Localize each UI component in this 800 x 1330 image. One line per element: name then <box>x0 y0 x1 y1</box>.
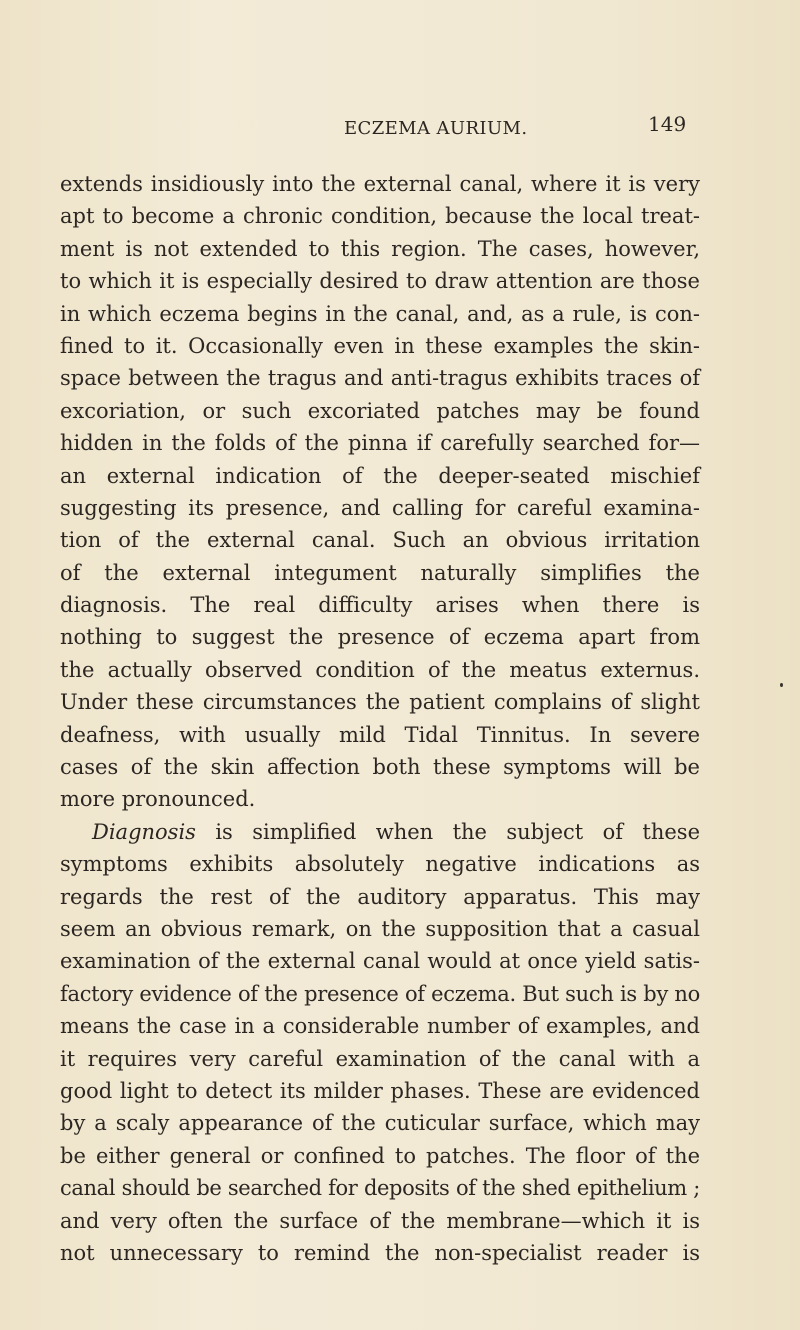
ink-speck <box>780 683 783 687</box>
text-line: excoriation, or such excoriated patches may be found <box>60 398 700 423</box>
text-fragment: is simplified when the subject of these <box>195 819 700 844</box>
text-line: and very often the surface of the membrane—which it is <box>60 1208 700 1233</box>
text-line: Under these circumstances the patient complains of slight <box>60 690 700 715</box>
text-line: seem an obvious remark, on the supposition that a casual <box>60 916 700 941</box>
text-line: extends insidiously into the external canal, where it is very <box>60 172 700 196</box>
text-line: to which it is especially desired to draw attention are those <box>60 269 700 294</box>
text-line: space between the tragus and anti-tragus exhibits traces of <box>60 366 700 391</box>
running-title: ECZEMA AURIUM. <box>344 118 528 139</box>
text-line: symptoms exhibits absolutely negative indications as <box>60 852 700 877</box>
text-line: good light to detect its milder phases. These are evidenced <box>60 1078 700 1103</box>
text-line: hidden in the folds of the pinna if carefully searched for— <box>60 431 700 456</box>
text-line: ment is not extended to this region. The cases, however, <box>60 236 700 261</box>
text-line: examination of the external canal would at once yield satis- <box>60 949 700 974</box>
text-line: it requires very careful examination of the canal with a <box>60 1046 700 1071</box>
diagnosis-heading: Diagnosis <box>92 819 196 844</box>
text-line: nothing to suggest the presence of eczema apart from <box>60 625 700 650</box>
text-line: an external indication of the deeper-seated mischief <box>60 463 700 488</box>
text-line: diagnosis. The real difficulty arises when there is <box>60 593 700 618</box>
paragraph-2-first-line <box>60 816 700 848</box>
text-line: apt to become a chronic condition, because the local treat- <box>60 204 700 229</box>
running-header <box>60 100 700 140</box>
text-line: more pronounced. <box>60 787 256 812</box>
text-line: of the external integument naturally simplifies the <box>60 560 700 585</box>
page-number: 149 <box>648 112 687 136</box>
text-line: factory evidence of the presence of eczema. But such is by no <box>60 981 700 1006</box>
text-line: fined to it. Occasionally even in these examples the skin- <box>60 333 700 358</box>
text-line: in which eczema begins in the canal, and, as a rule, is con- <box>60 301 700 326</box>
text-line: tion of the external canal. Such an obvious irritation <box>60 528 700 553</box>
body-text <box>60 168 700 1269</box>
text-line: the actually observed condition of the meatus externus. <box>60 657 700 682</box>
text-line: canal should be searched for deposits of the shed epithelium ; <box>60 1176 700 1201</box>
text-line: cases of the skin affection both these symptoms will be <box>60 755 700 780</box>
text-line: means the case in a considerable number of examples, and <box>60 1014 700 1039</box>
text-line: deafness, with usually mild Tidal Tinnitus. In severe <box>60 722 700 747</box>
text-line: by a scaly appearance of the cuticular surface, which may <box>60 1111 700 1136</box>
text-line: suggesting its presence, and calling for careful examina- <box>60 495 700 520</box>
text-line: regards the rest of the auditory apparatus. This may <box>60 884 700 909</box>
text-line: be either general or confined to patches. The floor of the <box>60 1143 700 1168</box>
text-line: not unnecessary to remind the non-specialist reader is <box>60 1240 700 1265</box>
